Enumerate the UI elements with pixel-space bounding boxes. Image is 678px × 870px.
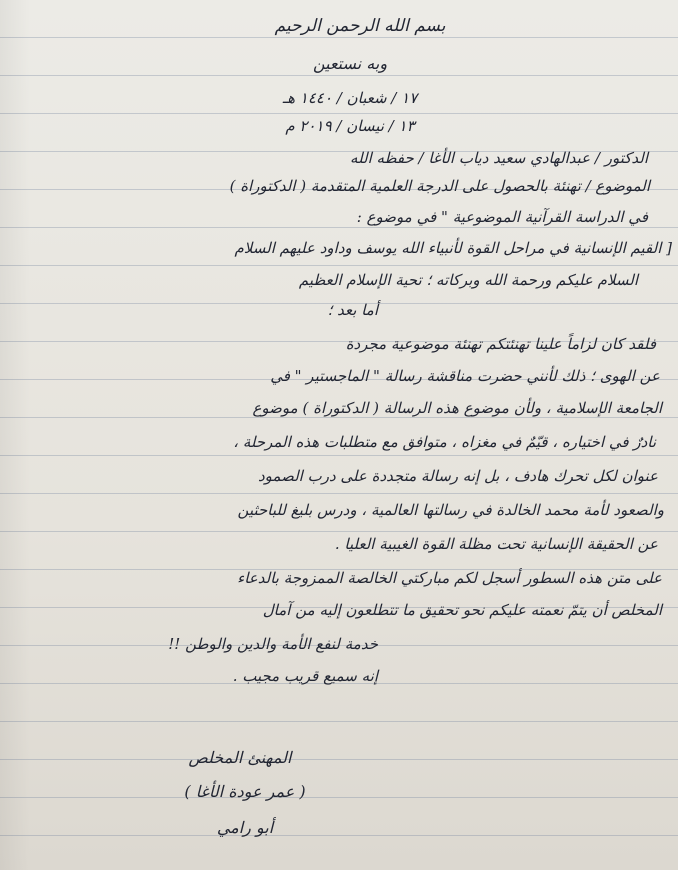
subject-line-2: في الدراسة القرآنية الموضوعية " في موضوع : xyxy=(356,208,648,226)
closing: المهنئ المخلص xyxy=(188,748,292,767)
subject-line-3: [ القيم الإنسانية في مراحل القوة لأنبياء الله يوسف وداود عليهم السلام xyxy=(234,239,672,257)
gregorian-date: ١٣ / نيسان / ٢٠١٩ م xyxy=(285,117,415,135)
body-line: فلقد كان لزاماً علينا تهنئتكم تهنئة موضوعية مجردة xyxy=(345,335,656,353)
basmala: بسم الله الرحمن الرحيم xyxy=(274,16,446,36)
recipient: الدكتور / عبدالهادي سعيد دياب الأغا / حفظه الله xyxy=(350,149,648,167)
body-line: عن الهوى ؛ ذلك لأنني حضرت مناقشة رسالة " الماجستير " في xyxy=(270,367,660,385)
body-line: إنه سميع قريب مجيب . xyxy=(232,667,378,685)
body-line: عن الحقيقة الإنسانية تحت مظلة القوة الغيبية العليا . xyxy=(334,535,658,553)
body-line: والصعود لأمة محمد الخالدة في رسالتها العالمية ، ودرس بليغ للباحثين xyxy=(237,501,664,519)
amma-badu: أما بعد ؛ xyxy=(327,301,378,319)
body-line: الجامعة الإسلامية ، ولأن موضوع هذه الرسالة ( الدكتوراة ) موضوع xyxy=(252,399,662,417)
body-line: خدمة لنفع الأمة والدين والوطن !! xyxy=(168,635,378,653)
subject-line-1: الموضوع / تهنئة بالحصول على الدرجة العلمية المتقدمة ( الدكتوراة ) xyxy=(229,177,650,195)
letter-opening: وبه نستعين xyxy=(312,54,388,73)
body-line: عنوان لكل تحرك هادف ، بل إنه رسالة متجددة على درب الصمود xyxy=(258,467,658,485)
hijri-date: ١٧ / شعبان / ١٤٤٠ هـ xyxy=(282,89,418,107)
greeting: السلام عليكم ورحمة الله وبركاته ؛ تحية الإسلام العظيم xyxy=(298,271,638,289)
body-line: المخلص أن يتمّ نعمته عليكم نحو تحقيق ما تتطلعون إليه من آمال xyxy=(262,601,662,619)
body-line: على متن هذه السطور أسجل لكم مباركتي الخالصة الممزوجة بالدعاء xyxy=(237,569,662,587)
signer-kunya: أبو رامي xyxy=(216,818,274,837)
body-line: نادرٌ في اختياره ، قيّمٌ في مغزاه ، متوافق مع متطلبات هذه المرحلة ، xyxy=(233,433,656,451)
signer-name: ( عمر عودة الأغا ) xyxy=(184,782,306,801)
